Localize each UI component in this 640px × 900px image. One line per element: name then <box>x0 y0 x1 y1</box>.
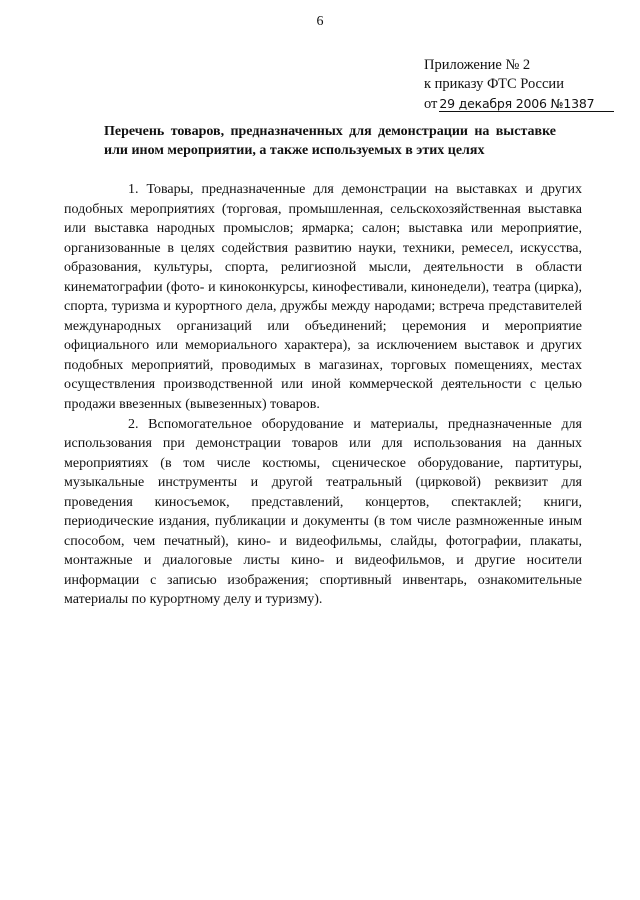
paragraph-2: 2. Вспомогательное оборудование и материалы, предназначенные для использования при демонстрации товаров или для использования на данных мероприятиях (в том числе костюмы, сценическое оборудование, партитуры, музыкальные инструменты и другой театральный (цирковой) реквизит для проведения киносъемок, представлений, концертов, спектаклей; книги, периодические издания, публикации и документы (в том числе размноженные иным способом, чем печатный), кино- и видеофильмы, слайды, фотографии, плакаты, монтажные и диалоговые листы кино- и видеофильмов, и другие носители информации с записью изображения; спортивный инвентарь, ознакомительные материалы по курортному делу и туризму). <box>64 416 582 608</box>
order-reference: к приказу ФТС России <box>424 76 564 92</box>
from-label: от <box>424 96 438 112</box>
appendix-header <box>424 56 624 114</box>
paragraph-1: 1. Товары, предназначенные для демонстрации на выставках и других подобных мероприятиях (торговая, промышленная, сельскохозяйственная выставка или выставка народных промыслов; ярмарка; салон; выставка или мероприятие, организованные в целях содействия развитию науки, техники, ремесел, искусства, образования, культуры, спорта, религиозной мысли, деятельности в области кинематографии (фото- и киноконкурсы, кинофестивали, кинонедели), театра (цирка), спорта, туризма и курортного дела, дружбы между народами; встреча представителей международных организаций или объединений; церемония и мероприятие официального или мемориального характера), за исключением выставок и других подобных мероприятий, проводимых в магазинах, торговых помещениях, местах осуществления производственной или иной коммерческой деятельности с целью продажи ввезенных (вывезенных) товаров. <box>64 182 582 413</box>
page-number: 6 <box>316 14 324 29</box>
appendix-label: Приложение № 2 <box>424 57 531 73</box>
document-title: Перечень товаров, предназначенных для демонстрации на выставке или ином мероприятии, а также используемых в этих целях <box>104 124 556 158</box>
document-body <box>64 180 582 610</box>
order-date-number: 29 декабря 2006 №1387 <box>439 96 614 112</box>
order-date-line <box>424 94 624 114</box>
